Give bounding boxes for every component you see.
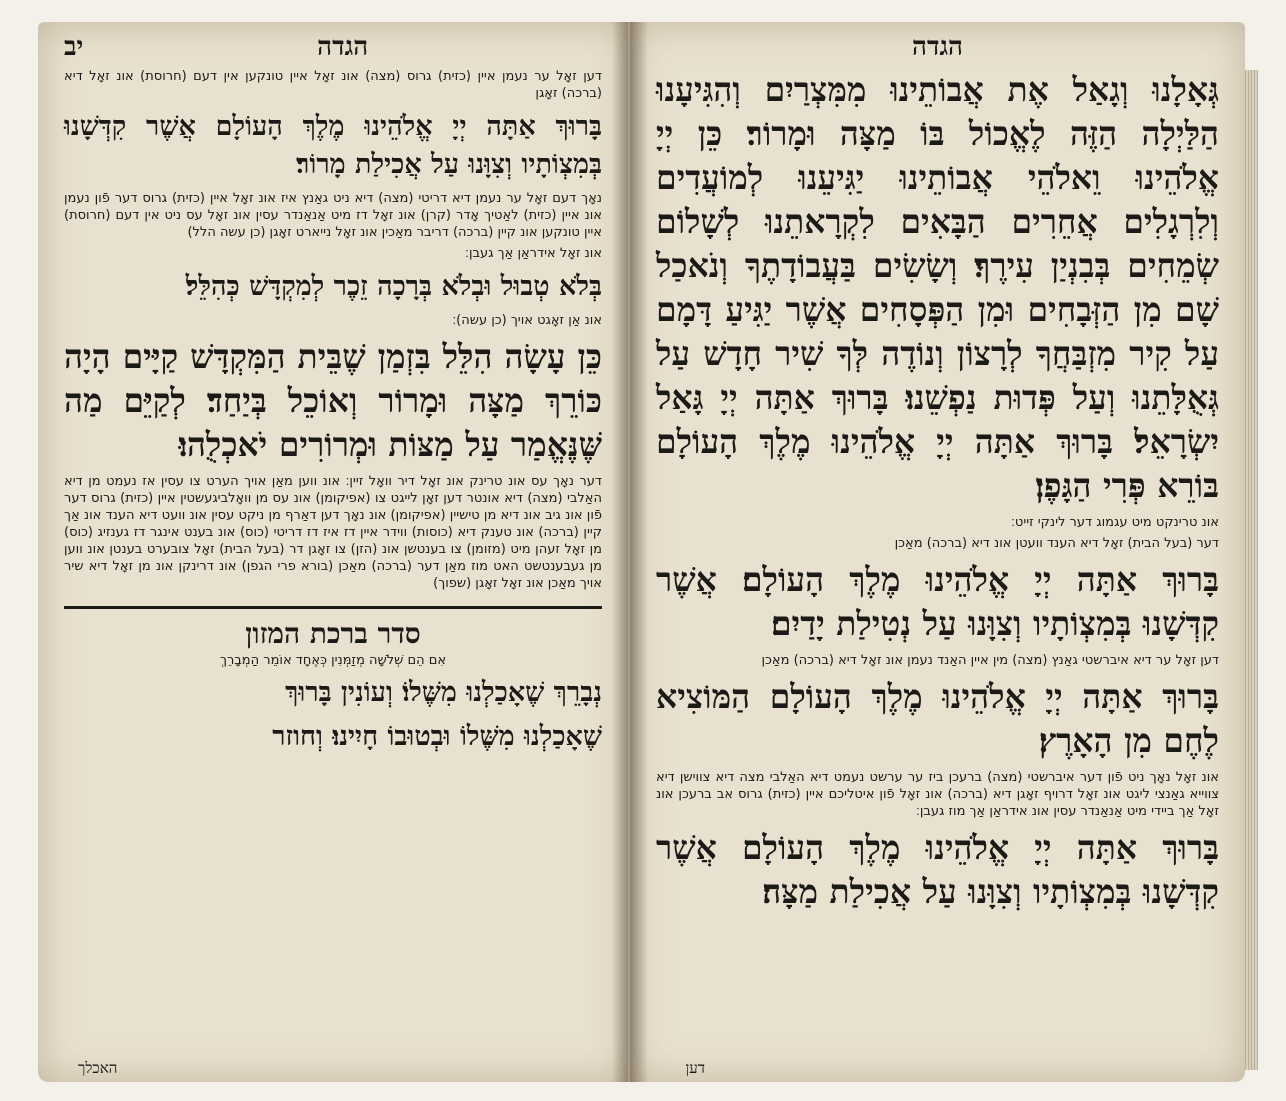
left-page (38, 22, 628, 1082)
right-running-head (656, 32, 1219, 62)
text-block: אונ טרינקט מיט עגמוג דער לינקי זייט׃ (1011, 515, 1219, 530)
section-divider (64, 606, 602, 609)
text-block: בָּרוּךְ אַתָּה יְיָ אֱלֹהֵינוּ מֶלֶךְ הָעוֹלָם אֲשֶׁר קִדְּשָׁנוּ בְּמִצְוֹתָיו וְצִוָּנוּ עַל אֲכִילַת מַצָּה׃ (656, 828, 1219, 911)
text-block: בָּרוּךְ אַתָּה יְיָ אֱלֹהֵינוּ מֶלֶךְ הָעוֹלָם הַמּוֹצִיא לֶחֶם מִן הָאָרֶץ׃ (656, 677, 1219, 760)
text-block: אונ זאָל נאָך ניט פֿון דער איברשטי (מצה) ברעכן ביז ער ערשט נעמט דיא האַלבי מצה דיא צווישן דיא צווייא גאַנצי ליגט אונ זאָל דרויף זאָגן דיא (ברכה) אונ זאָל פֿון איטליכם איין (כזית) גרוס אב ברעכן אונ זאָל אַך ביידי מיט אַנאַנדר עסין אונ אידראַן אַך מוז געבן׃ (656, 770, 1219, 819)
left-folio: יב (64, 32, 84, 62)
text-block: דער (בעל הבית) זאָל דיא הענד וועטן אונ דיא (ברכה) מאַכן (894, 536, 1219, 551)
right-catchword: דען (685, 1059, 705, 1077)
text-block: בָּרוּךְ אַתָּה יְיָ אֱלֹהֵינוּ מֶלֶךְ הָעוֹלָם׃ אֲשֶׁר קִדְּשָׁנוּ בְּמִצְוֹתָיו וְצִוָּנוּ עַל נְטִילַת יָדַיִם׃ (656, 560, 1219, 643)
book-gutter (612, 22, 648, 1082)
right-page-content (656, 32, 1219, 1068)
text-block: בְּלֹא טְבוּל וּבְלֹא בְּרָכָה זֵכֶר לְמִקְדָּשׁ כְּהִלֵּל׃ (185, 271, 602, 302)
text-block: דען זאָל ער דיא איברשטי גאַנץ (מצה) מין איין האַנד נעמן אונ זאָל דיא (ברכה) מאַכן (761, 653, 1219, 668)
text-block: אונ זאָל אידראַן אַך געבן׃ (465, 246, 602, 261)
section-title: סדר ברכת המזון (245, 617, 421, 650)
left-catchword: האכלך (78, 1059, 118, 1077)
right-running-head-title: הגדה (912, 32, 963, 62)
closing-line: שֶׁאָכַלְנוּ מִשֶּׁלוֹ וּבְטוּבוֹ חָיִינוּ׃ וְחוזר (272, 721, 602, 752)
left-running-head (64, 32, 602, 62)
text-block: דער נאָך עס אונ טרינק אונ זאָל דיר וואָל זיין׃ אונ ווען מאַן אויך הערט צו עסין אז נעמט מן דיא האַלבי (מצה) דיא אונטר דען זאָן לייגט צו (אפיקומן) אונ עס מן וואָלביגעשטין איין (כזית) גרוס דער פֿון אונ גיב אונ דיא מן טישיין (אפיקומן) אונ נאָך דען דאַרף מן ניקט עסין אונ וועט דיא הענד אונ אַך קיין (ברכה) אונ טענק דיא (כוסות) ווידר איין דז איז דז דריטי (כוס) אונ בענט אינגר דז גענזיג (כוס) מן זאָל זעהן מיט (מזומן) צו בענטשן אונ (הזן) צו זאָגן דר (בעל הבית) זאָל צובערט בענטן אונ ווען מן געבענטשט האט מוז מאַן דער (ברכה) מאַכן (בורא פרי הגפן) אונ דרינקן אונ מן זאָל דיא שיר אויך מאַכן אונ זאָל זאָגן (שפוך) (64, 474, 602, 591)
section-note: אִם הֵם שְׁלֹשָׁה מְזַמְּנִין כְּאֶחָד אוֹמֵר הַמְבָרֵךְ (219, 653, 447, 668)
right-page (630, 22, 1245, 1082)
text-block: אונ אַן זאָגט אויך (כן עשה)׃ (452, 313, 602, 328)
closing-line: נְבָרֵךְ שֶׁאָכַלְנוּ מִשֶּׁלוֹ׃ וְעוֹנִין בָּרוּךְ (285, 677, 602, 708)
text-block: גְּאָלָנוּ וְגָאַל אֶת אֲבוֹתֵינוּ מִמִּצְרַיִם וְהִגִּיעָנוּ הַלַּיְלָה הַזֶּה לֶאֱכוֹל בּוֹ מַצָּה וּמָרוֹר׃ כֵּן יְיָ אֱלֹהֵינוּ וֵאלֹהֵי אֲבוֹתֵינוּ יַגִּיעֵנוּ לְמוֹעֲדִים וְלִרְגָלִים אֲחֵרִים הַבָּאִים לִקְרָאתֵנוּ לְשָׁלוֹם שְׂמֵחִים בְּבִנְיַן עִירֶךָ׃ וְשָׂשִׂים בַּעֲבוֹדָתֶךָ וְנֹאכַל שָׁם מִן הַזְּבָחִים וּמִן הַפְּסָחִים אֲשֶׁר יַגִּיעַ דָּמָם עַל קִיר מִזְבַּחֲךָ לְרָצוֹן וְנוֹדֶה לְּךָ שִׁיר חָדָשׁ עַל גְּאֻלָּתֵנוּ וְעַל פְּדוּת נַפְשֵׁנוּ׃ בָּרוּךְ אַתָּה יְיָ גָּאַל יִשְׂרָאֵל׃ בָּרוּךְ אַתָּה יְיָ אֱלֹהֵינוּ מֶלֶךְ הָעוֹלָם בּוֹרֵא פְּרִי הַגָּפֶן׃ (656, 70, 1219, 505)
text-block: בָּרוּךְ אַתָּה יְיָ אֱלֹהֵינוּ מֶלֶךְ הָעוֹלָם אֲשֶׁר קִדְּשָׁנוּ בְּמִצְוֹתָיו וְצִוָּנוּ עַל אֲכִילַת מָרוֹר׃ (64, 111, 602, 180)
left-running-head-title: הגדה (317, 32, 369, 62)
text-block: דען זאָל ער נעמן איין (כזית) גרוס (מצה) אונ זאָל איין טונקען אין דעם (חרוסת) אונ זאָל דיא (ברכה) זאָגן (64, 69, 602, 101)
left-page-content (64, 32, 602, 1068)
text-block: נאָך דעם זאָל ער נעמן דיא דריטי (מצה) דיא ניט גאַנץ איז אונ זאָל איין (כזית) גרוס דער פֿון נעמן אונ איין (כזית) לאַטיך אָדר (קרן) אונ זאָל דז מיט אַנאַנדר עסין אונ זאָל עס ניט אין דעם (חרוסת) איין טונקען אונ קיין (ברכה) דריבר מאַכין אונ זאָל נייארט זאָגן (כן עשה הלל) (64, 191, 602, 240)
text-block: כֵּן עָשָׂה הִלֵּל בִּזְמַן שֶׁבֵּית הַמִּקְדָּשׁ קַיָּים הָיָה כּוֹרֵךְ מַצָּה וּמָרוֹר וְאוֹכֵל בְּיַחַד׃ לְקַיֵּם מַה שֶּׁנֶּאֱמַר עַל מַצּוֹת וּמְרוֹרִים יֹאכְלֻהוּ׃ (64, 337, 602, 464)
